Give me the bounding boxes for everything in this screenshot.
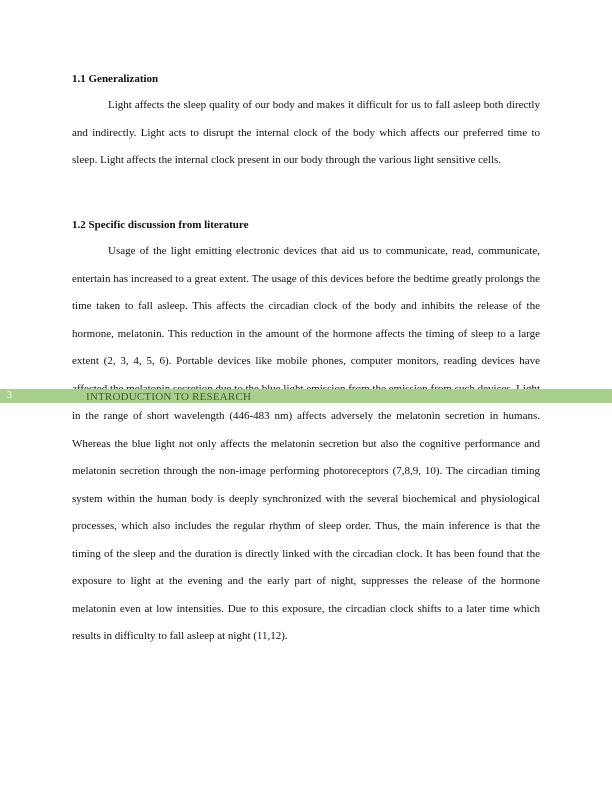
section-paragraph-literature: Usage of the light emitting electronic devices that aid us to communicate, read, communicate, entertain has increased to a great extent. The usage of this devices before the bedtime greatly prolongs the time taken to fall asleep. This affects the circadian clock of the body and inhibits the release of the hormone, melatonin. This reduction in the amount of the hormone affects the timing of sleep to a large extent (2, 3, 4, 5, 6). Portable devices like mobile phones, computer monitors, reading devices have in the range of short wavelength (446-483 nm) affects adversely the melatonin secretion in humans. Whereas the blue light not only affects the melatonin secretion but also the cognitive performance and melatonin secretion through the non-image performing photoreceptors (7,8,9, 10). The circadian timing system within the human body is deeply synchronized with the several biochemical and physiological processes, which also includes the regular rhythm of sleep order. Thus, the main inference is that the timing of the sleep and the duration is directly linked with the circadian clock. It has been found that the exposure to light at the evening and the early part of night, suppresses the release of the hormone melatonin even at low intensities. Due to this exposure, the circadian clock shifts to a later time which results in difficulty to fall asleep at night (11,12).	[72, 245, 540, 642]
running-title: INTRODUCTION TO RESEARCH	[86, 391, 252, 403]
section-heading-generalization: 1.1 Generalization	[72, 73, 159, 85]
page-number: 3	[7, 390, 12, 401]
page-header-band	[0, 389, 612, 403]
section-paragraph-generalization: Light affects the sleep quality of our body and makes it difficult for us to fall asleep both directly and indirectly. Light acts to disrupt the internal clock of the body which affects our preferred time to sleep. Light affects the internal clock present in our body through the various light sensitive cells.	[72, 99, 540, 166]
section-heading-literature: 1.2 Specific discussion from literature	[72, 219, 249, 231]
